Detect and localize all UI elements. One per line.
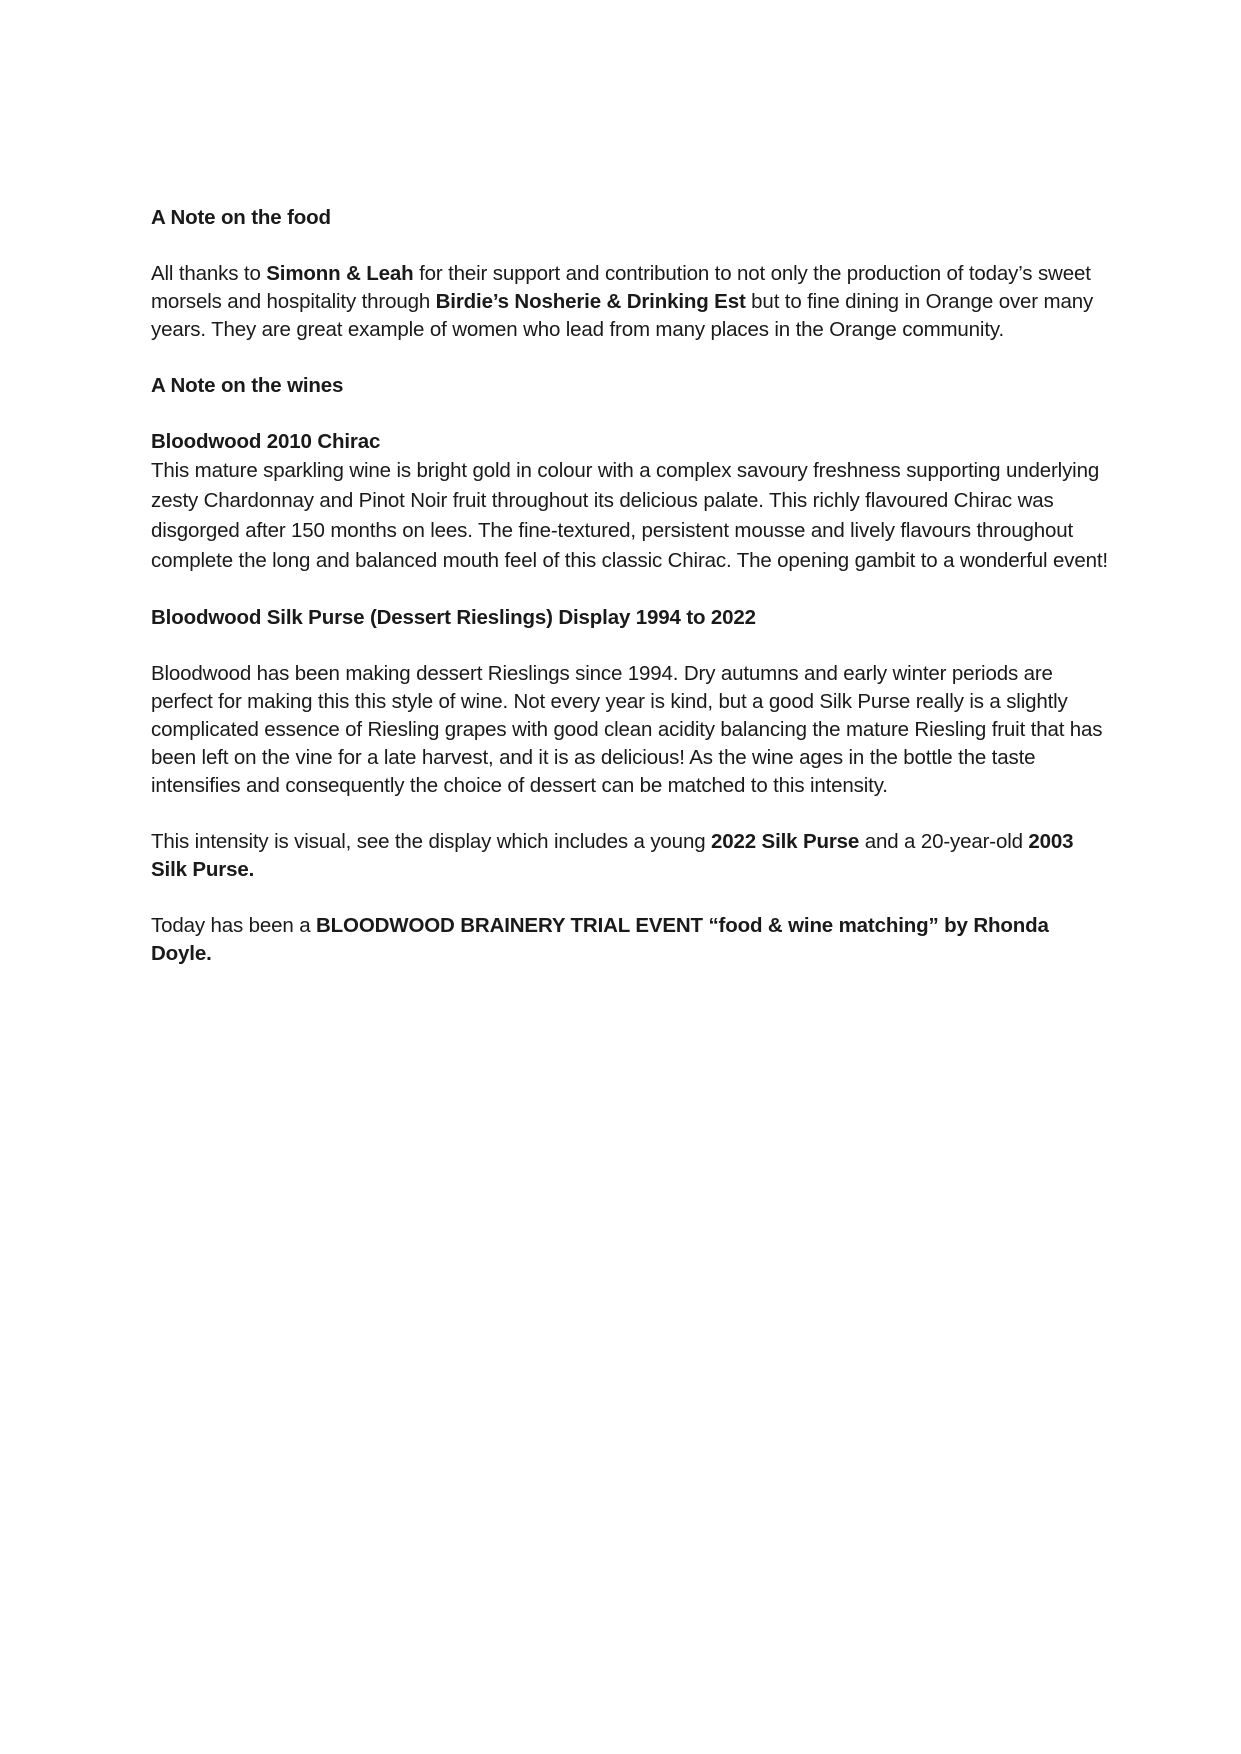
- silk-purse-title: Bloodwood Silk Purse (Dessert Rieslings) Display 1994 to 2022: [151, 606, 756, 629]
- document-page: [151, 204, 1111, 996]
- visual-text-2: and a 20-year-old: [859, 830, 1029, 853]
- visual-text-1: This intensity is visual, see the display which includes a young: [151, 830, 711, 853]
- closing-paragraph: [151, 912, 1111, 968]
- silk-purse-body: Bloodwood has been making dessert Rieslings since 1994. Dry autumns and early winter periods are perfect for making this this style of wine. Not every year is kind, but a good Silk Purse really is a slightly complicated essence of Riesling grapes with good clean acidity balancing the mature Riesling fruit that has been left on the vine for a late harvest, and it is as delicious! As the wine ages in the bottle the taste intensifies and consequently the choice of dessert can be matched to this intensity.: [151, 662, 1103, 797]
- food-bold-birdies: Birdie’s Nosherie & Drinking Est: [435, 290, 746, 313]
- food-heading: A Note on the food: [151, 206, 331, 229]
- visual-bold-2022: 2022 Silk Purse: [711, 830, 860, 853]
- visual-bold-2003: 2003 Silk Purse.: [151, 830, 1074, 881]
- closing-bold: BLOODWOOD BRAINERY TRIAL EVENT “food & wine matching” by Rhonda Doyle.: [151, 914, 1049, 965]
- closing-text: Today has been a: [151, 914, 316, 937]
- wines-heading: A Note on the wines: [151, 374, 344, 397]
- food-paragraph: [151, 260, 1111, 344]
- chirac-section: [151, 428, 1111, 576]
- food-text-3: but to fine dining in Orange over many years. They are great example of women who lead from many places in the Orange community.: [151, 290, 1094, 341]
- food-text-2: for their support and contribution to not only the production of today’s sweet morsels and hospitality through: [151, 262, 1091, 313]
- silk-purse-visual-paragraph: [151, 828, 1111, 884]
- food-bold-simonn-leah: Simonn & Leah: [266, 262, 414, 285]
- chirac-body: This mature sparkling wine is bright gold in colour with a complex savoury freshness supporting underlying zesty Chardonnay and Pinot Noir fruit throughout its delicious palate. This richly flavoured Chirac was disgorged after 150 months on lees. The fine-textured, persistent mousse and lively flavours throughout complete the long and balanced mouth feel of this classic Chirac. The opening gambit to a wonderful event!: [151, 459, 1108, 572]
- chirac-title: Bloodwood 2010 Chirac: [151, 430, 381, 453]
- food-text-1: All thanks to: [151, 262, 267, 285]
